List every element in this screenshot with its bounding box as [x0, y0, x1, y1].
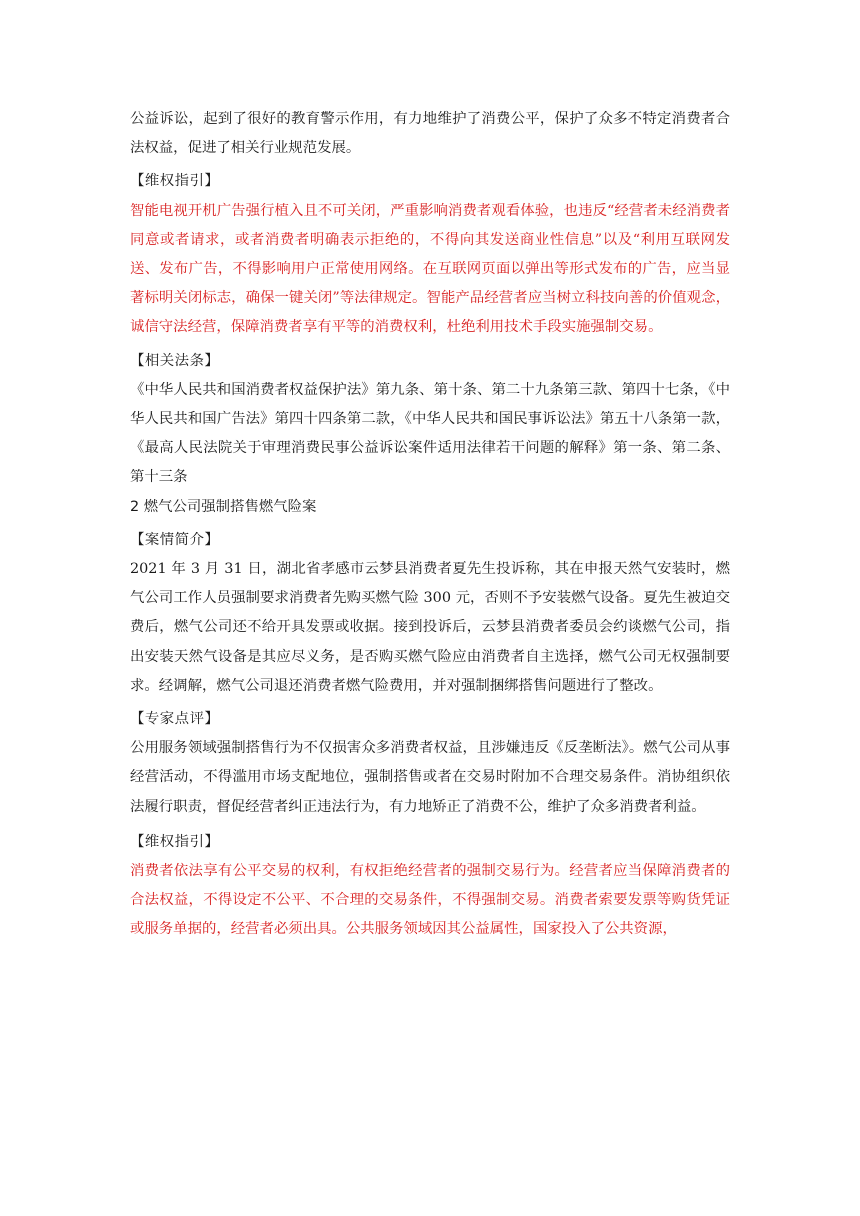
document-page — [130, 105, 730, 945]
case1-law-text: 《中华人民共和国消费者权益保护法》第九条、第十条、第二十九条第三款、第四十七条，《中华人民共和国广告法》第四十四条第二款，《中华人民共和国民事诉讼法》第五十八条第一款，《最高人民法院关于审理消费民事公益诉讼案件适用法律若干问题的解释》第一条、第二条、第十三条 — [130, 381, 730, 486]
case2-expert-heading: 【专家点评】 — [130, 711, 220, 728]
case2-summary-heading: 【案情简介】 — [130, 531, 220, 548]
case2-summary-text: 2021 年 3 月 31 日，湖北省孝感市云梦县消费者夏先生投诉称，其在申报天然气安装时，燃气公司工作人员强制要求消费者先购买燃气险 300 元，否则不予安装燃气设备。夏先生被迫交费后，燃气公司还不给开具发票或收据。接到投诉后，云梦县消费者委员会约谈燃气公司，指出安装天然气设备是其应尽义务，是否购买燃气险应由消费者自主选择，燃气公司无权强制要求。经调解，燃气公司退还消费者燃气险费用，并对强制捆绑搭售问题进行了整改。 — [130, 561, 730, 694]
case1-guide-heading: 【维权指引】 — [130, 173, 220, 190]
case2-expert-text: 公用服务领域强制搭售行为不仅损害众多消费者权益，且涉嫌违反《反垄断法》。燃气公司从事经营活动，不得滥用市场支配地位，强制搭售或者在交易时附加不合理交易条件。消协组织依法履行职责，督促经营者纠正违法行为，有力地矫正了消费不公，维护了众多消费者利益。 — [130, 740, 730, 815]
intro-paragraph: 公益诉讼，起到了很好的教育警示作用，有力地维护了消费公平，保护了众多不特定消费者合法权益，促进了相关行业规范发展。 — [130, 111, 730, 157]
case2-title: 2 燃气公司强制搭售燃气险案 — [130, 498, 317, 515]
case1-guide-text: 智能电视开机广告强行植入且不可关闭，严重影响消费者观看体验，也违反“经营者未经消费者同意或者请求，或者消费者明确表示拒绝的，不得向其发送商业性信息”以及“利用互联网发送、发布广告，不得影响用户正常使用网络。在互联网页面以弹出等形式发布的广告，应当显著标明关闭标志，确保一键关闭”等法律规定。智能产品经营者应当树立科技向善的价值观念，诚信守法经营，保障消费者享有平等的消费权利，杜绝利用技术手段实施强制交易。 — [130, 202, 730, 336]
case2-guide-heading: 【维权指引】 — [130, 833, 220, 850]
case2-guide-text: 消费者依法享有公平交易的权利，有权拒绝经营者的强制交易行为。经营者应当保障消费者的合法权益，不得设定不公平、不合理的交易条件，不得强制交易。消费者索要发票等购货凭证或服务单据的，经营者必须出具。公共服务领域因其公益属性，国家投入了公共资源， — [130, 863, 730, 938]
case1-law-heading: 【相关法条】 — [130, 352, 220, 369]
